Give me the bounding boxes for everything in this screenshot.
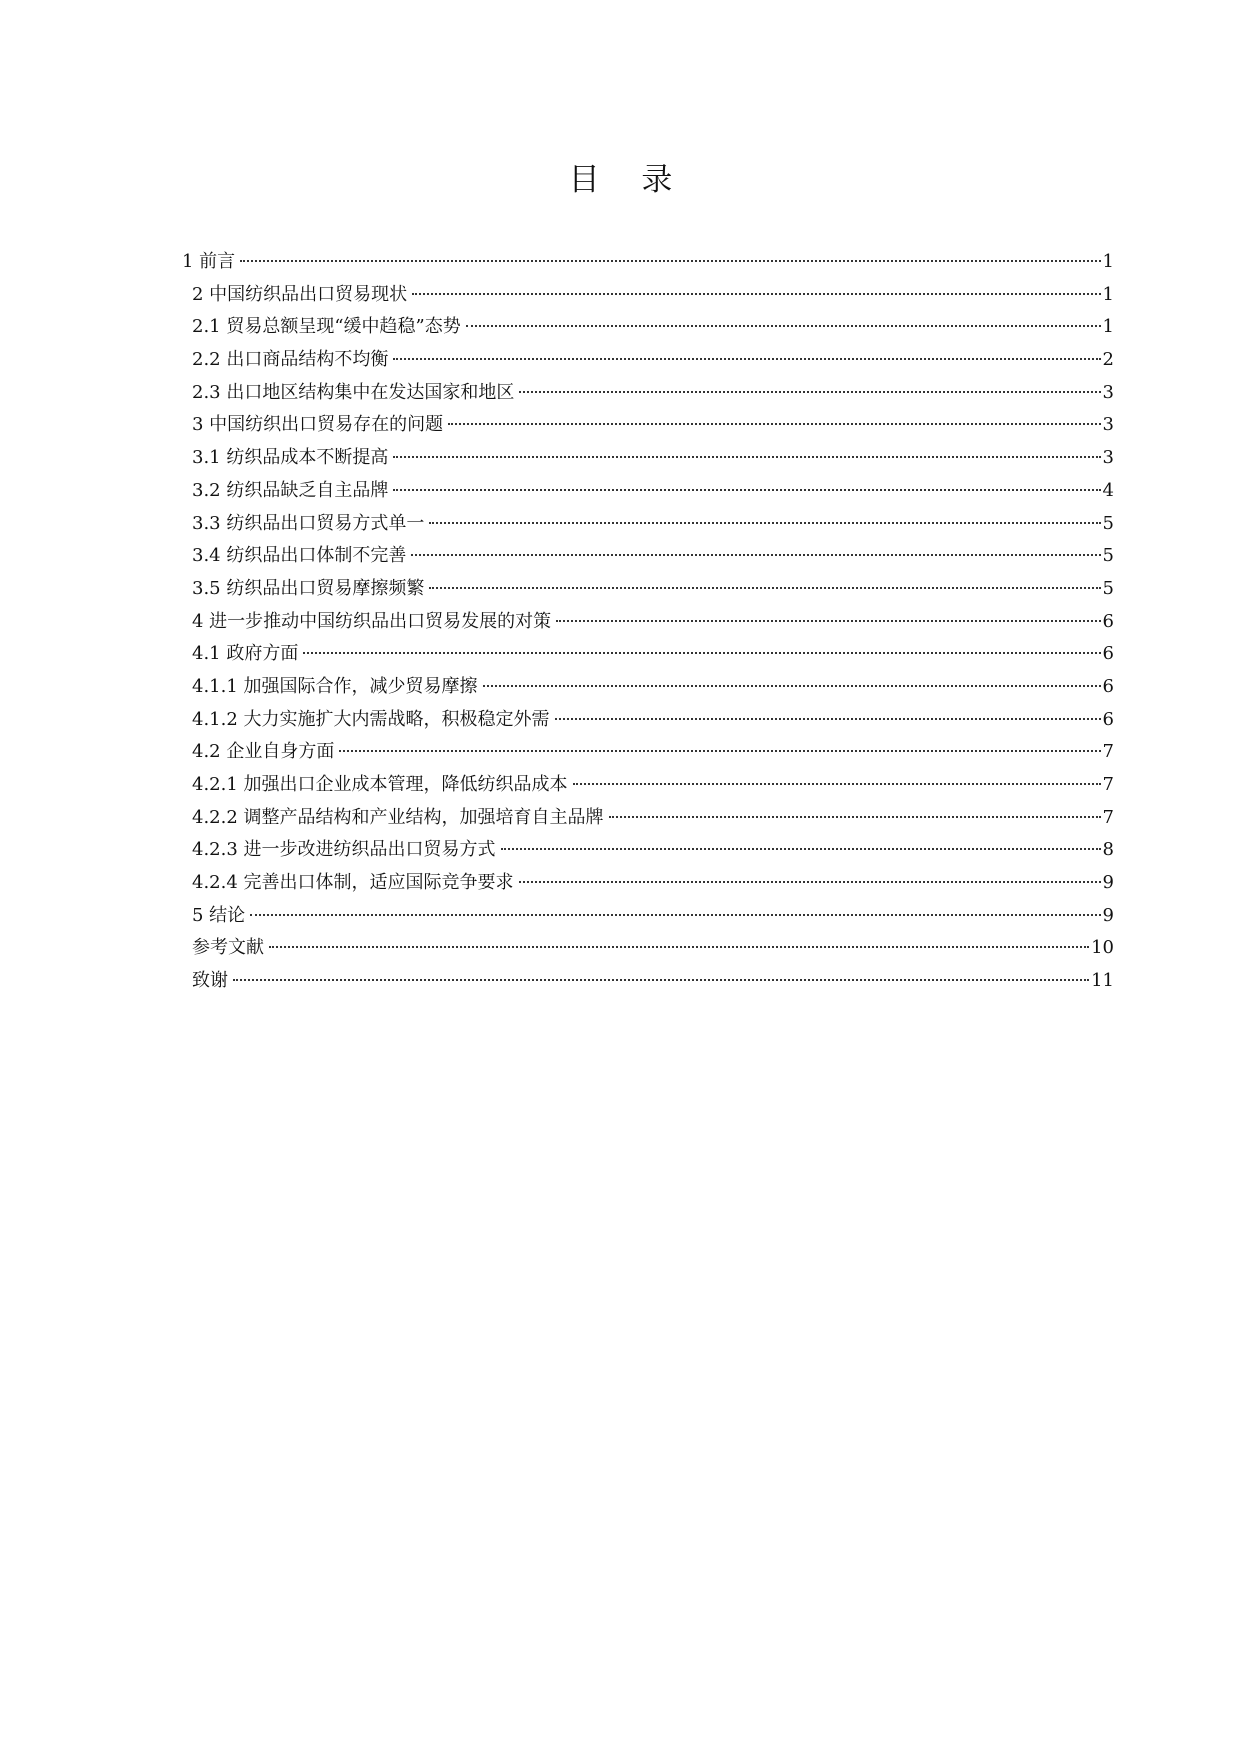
toc-entry[interactable] [182,736,1114,769]
toc-entry-page: 2 [1102,349,1114,371]
toc-leader-dots [519,880,1101,883]
toc-entry-text: 参考文献 [192,937,264,959]
toc-leader-dots [393,488,1100,491]
toc-entry[interactable] [182,279,1114,312]
toc-entry[interactable] [182,409,1114,442]
toc-entry-page: 5 [1102,545,1114,567]
toc-entry-text: 致谢 [192,970,228,992]
toc-entry-text: 4.2.4 完善出口体制，适应国际竞争要求 [192,872,514,894]
toc-leader-dots [250,913,1100,916]
toc-entry[interactable] [182,442,1114,475]
toc-entry-text: 2 中国纺织品出口贸易现状 [192,283,408,305]
toc-leader-dots [609,815,1101,818]
toc-entry-text: 4.1.2 大力实施扩大内需战略，积极稳定外需 [192,708,550,730]
toc-entry-text: 3.2 纺织品缺乏自主品牌 [192,479,389,501]
toc-entry-text: 3.1 纺织品成本不断提高 [192,447,389,469]
toc-entry-text: 3.5 纺织品出口贸易摩擦频繁 [192,577,425,599]
toc-leader-dots [411,553,1100,556]
toc-entry-text: 4.1.1 加强国际合作，减少贸易摩擦 [192,675,478,697]
toc-entry-text: 2.2 出口商品结构不均衡 [192,349,389,371]
toc-entry[interactable] [182,377,1114,410]
toc-entry-text: 4.2.2 调整产品结构和产业结构，加强培育自主品牌 [192,806,604,828]
toc-entry-page: 3 [1102,414,1114,436]
toc-entry-text: 4.2 企业自身方面 [192,741,335,763]
toc-leader-dots [240,259,1100,262]
toc-entry-page: 6 [1102,675,1114,697]
toc-entry-page: 7 [1102,806,1114,828]
toc-list [182,246,1114,998]
toc-entry-page: 5 [1102,512,1114,534]
toc-entry[interactable] [182,671,1114,704]
toc-leader-dots [519,390,1100,393]
toc-entry-page: 9 [1102,904,1114,926]
toc-leader-dots [233,978,1089,981]
toc-entry[interactable] [182,475,1114,508]
toc-entry-page: 6 [1102,610,1114,632]
toc-entry-page: 9 [1102,872,1114,894]
toc-leader-dots [339,749,1100,752]
toc-entry-page: 6 [1102,643,1114,665]
toc-leader-dots [501,847,1101,850]
toc-entry-text: 1 前言 [182,251,236,272]
toc-entry[interactable] [182,573,1114,606]
toc-entry-text: 3 中国纺织出口贸易存在的问题 [192,414,444,436]
toc-entry[interactable] [182,834,1114,867]
toc-leader-dots [573,782,1101,785]
toc-entry[interactable] [182,965,1114,998]
toc-entry[interactable] [182,802,1114,835]
toc-entry[interactable] [182,606,1114,639]
toc-leader-dots [303,651,1100,654]
toc-entry-text: 4.2.3 进一步改进纺织品出口贸易方式 [192,839,496,861]
toc-leader-dots [429,521,1100,524]
toc-entry[interactable] [182,344,1114,377]
toc-entry-page: 7 [1102,774,1114,795]
toc-entry-page: 1 [1102,283,1114,305]
toc-entry-text: 3.4 纺织品出口体制不完善 [192,545,407,567]
toc-leader-dots [556,619,1100,622]
toc-entry[interactable] [182,508,1114,541]
toc-entry[interactable] [182,704,1114,737]
toc-leader-dots [483,684,1101,687]
toc-entry[interactable] [182,900,1114,933]
toc-entry[interactable] [182,638,1114,671]
toc-leader-dots [269,945,1089,948]
toc-entry[interactable] [182,540,1114,573]
toc-entry-text: 4.2.1 加强出口企业成本管理，降低纺织品成本 [192,774,568,795]
toc-entry-text: 5 结论 [192,904,246,926]
toc-leader-dots [448,422,1100,425]
toc-leader-dots [429,586,1100,589]
toc-entry-page: 5 [1102,577,1114,599]
toc-entry-text: 2.3 出口地区结构集中在发达国家和地区 [192,381,515,403]
toc-leader-dots [412,292,1100,295]
toc-entry-text: 4 进一步推动中国纺织品出口贸易发展的对策 [192,610,552,632]
toc-entry-text: 4.1 政府方面 [192,643,299,665]
toc-entry-text: 2.1 贸易总额呈现“缓中趋稳”态势 [192,316,461,338]
toc-leader-dots [393,357,1100,360]
toc-entry-page: 8 [1102,839,1114,861]
toc-entry[interactable] [182,246,1114,279]
toc-entry-page: 3 [1102,381,1114,403]
toc-title: 目 录 [568,162,689,198]
toc-entry-page: 7 [1102,741,1114,763]
toc-entry-text: 3.3 纺织品出口贸易方式单一 [192,512,425,534]
toc-entry-page: 10 [1091,937,1114,959]
toc-entry-page: 4 [1102,479,1114,501]
toc-entry[interactable] [182,932,1114,965]
toc-entry-page: 11 [1091,970,1114,992]
toc-leader-dots [393,455,1100,458]
toc-entry[interactable] [182,769,1114,802]
toc-entry[interactable] [182,311,1114,344]
toc-entry-page: 3 [1102,447,1114,469]
toc-entry-page: 1 [1102,251,1114,272]
toc-entry-page: 1 [1102,316,1114,338]
toc-entry[interactable] [182,867,1114,900]
toc-entry-page: 6 [1102,708,1114,730]
toc-leader-dots [555,717,1101,720]
toc-leader-dots [466,324,1101,327]
